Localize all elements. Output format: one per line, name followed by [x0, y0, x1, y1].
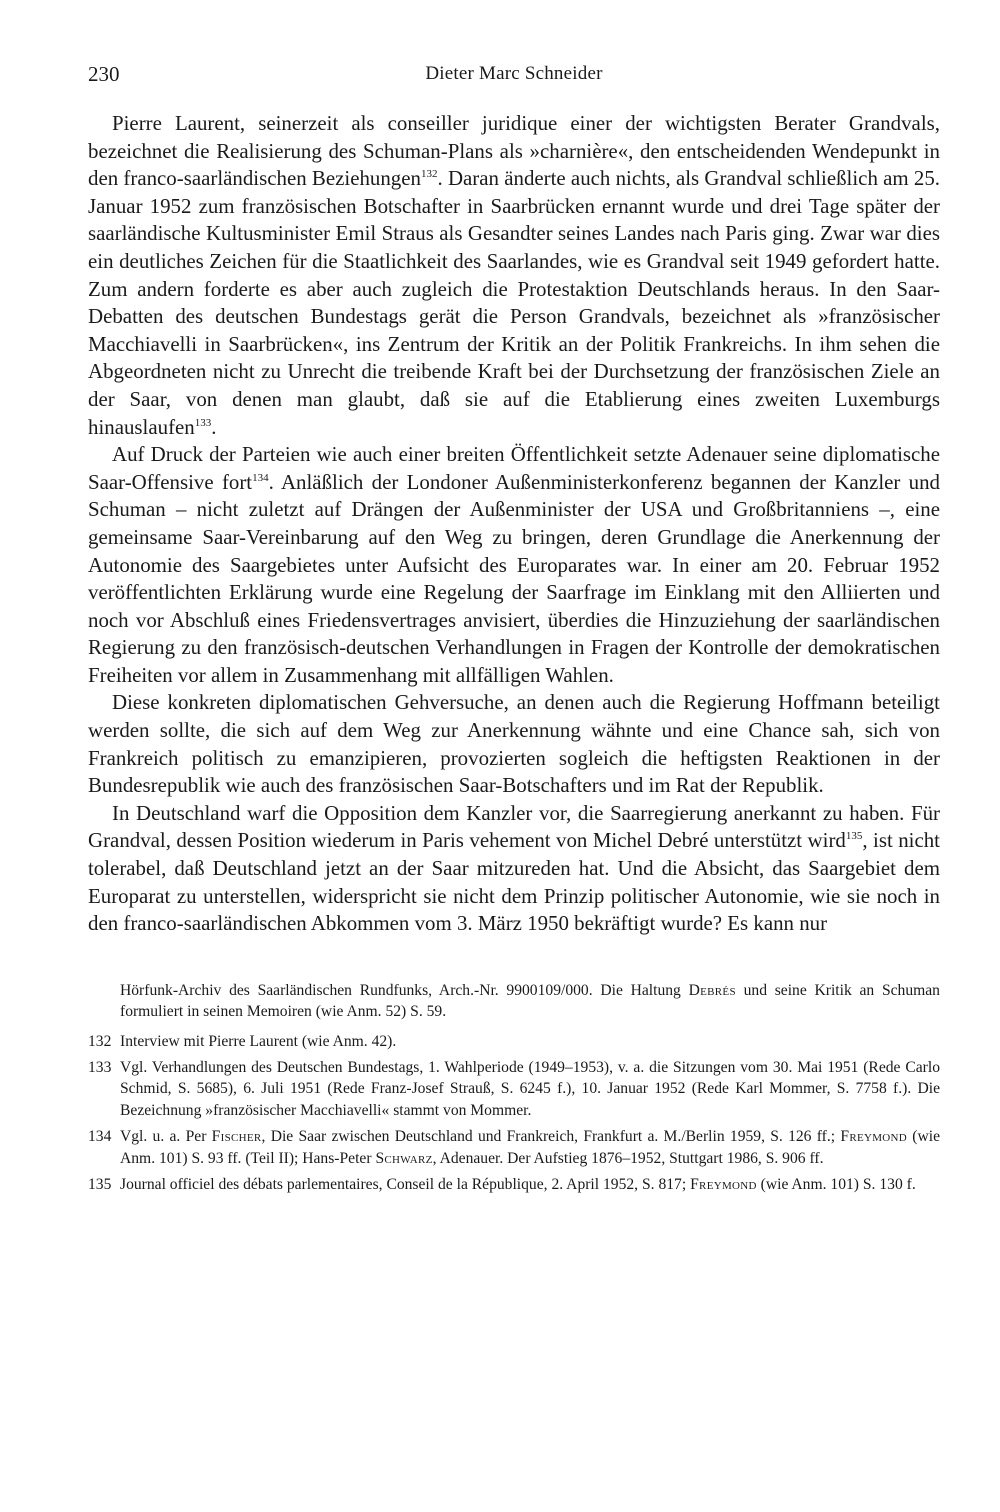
footnote-reference: 133	[194, 416, 212, 429]
footnote-number: 133	[88, 1059, 112, 1077]
text-run: In Deutschland warf die Opposition dem Kanzler vor, die Saarregierung anerkannt zu haben. Für Grandval, dessen Position wiederum in Paris vehement von Michel Debré unterstützt wird	[88, 800, 940, 853]
footnote-text	[120, 1128, 940, 1166]
text-run: . Daran änderte auch nichts, als Grandval schließlich am 25. Januar 1952 zum französischen Botschafter in Saarbrücken ernannt wurde und drei Tage später der saarländische Kultusminister Emil Straus als Gesandter seines Landes nach Paris ging. Zwar war dies ein deutliches Zeichen für die Staatlichkeit des Saarlandes, wie es Grandval seit 1949 gefordert hatte. Zum andern forderte es aber auch zugleich die Protestaktion Deutschlands heraus. In den Saar-Debatten des deutschen Bundestags gerät die Person Grandvals, bezeichnet als »französischer Macchiavelli in Saarbrücken«, ins Zentrum der Kritik an der Politik Frankreichs. In ihm sehen die Abgeordneten nicht zu Unrecht die treibende Kraft bei der Durchsetzung der französischen Ziele an der Saar, von denen man glaubt, daß sie auf die Etablierung eines zweiten Luxemburgs hinauslaufen	[88, 166, 941, 439]
author-name: Debrés	[688, 981, 736, 999]
text-run: und seine Kritik an Schuman formuliert in seinen Memoiren (wie Anm. 52) S. 59.	[120, 981, 940, 1021]
author-name: Fischer	[211, 1128, 262, 1146]
footnote-reference: 134	[252, 471, 269, 484]
footnote-number: 134	[88, 1128, 112, 1146]
footnote-133	[88, 1057, 940, 1121]
footnote-text	[120, 1059, 940, 1119]
paragraph	[88, 441, 940, 689]
footnote-reference: 135	[845, 830, 863, 843]
page-number: 230	[88, 62, 120, 86]
author-name: Freymond	[690, 1176, 757, 1194]
paragraph	[88, 800, 940, 938]
book-page	[88, 58, 940, 1200]
paragraph	[88, 110, 940, 441]
text-run: (wie Anm. 101) S. 93 ff. (Teil II); Hans-Peter	[120, 1128, 941, 1167]
text-run: Auf Druck der Parteien wie auch einer breiten Öffentlichkeit setzte Adenauer seine diplomatische Saar-Offensive fort	[88, 442, 940, 494]
body-text	[88, 110, 940, 938]
text-run: Interview mit Pierre Laurent (wie Anm. 42).	[120, 1032, 397, 1050]
text-run: .	[211, 414, 217, 439]
text-run: , Die Saar zwischen Deutschland und Frankreich, Frankfurt a. M./Berlin 1959, S. 126 ff.;	[261, 1128, 841, 1146]
text-run: Hörfunk-Archiv des Saarländischen Rundfunks, Arch.-Nr. 9900109/000. Die Haltung	[120, 981, 689, 999]
running-title: Dieter Marc Schneider	[425, 63, 603, 84]
footnote-text	[120, 1033, 396, 1050]
author-name: Schwarz	[375, 1149, 433, 1167]
author-name: Freymond	[840, 1128, 908, 1146]
text-run: Vgl. u. a. Per	[120, 1128, 212, 1146]
text-run: Pierre Laurent, seinerzeit als conseiller juridique einer der wichtigsten Berater Grandvals, bezeichnet die Realisierung des Schuman-Plans als »charnière«, den entscheidenden Wendepunkt in den franco-saarländischen Beziehungen	[88, 111, 940, 191]
footnote-number: 132	[88, 1032, 112, 1050]
footnote-number: 135	[88, 1176, 112, 1194]
text-run: Vgl. Verhandlungen des Deutschen Bundestags, 1. Wahlperiode (1949–1953), v. a. die Sitzungen vom 30. Mai 1951 (Rede Carlo Schmid, S. 5685), 6. Juli 1951 (Rede Franz-Josef Strauß, S. 6245 f.), 10. Januar 1952 (Rede Karl Mommer, S. 7758 f.). Die Bezeichnung »französischer Macchiavelli« stammt von Mommer.	[120, 1059, 940, 1119]
footnotes	[88, 980, 940, 1196]
footnote-text	[120, 1176, 916, 1193]
text-run: , ist nicht tolerabel, daß Deutschland jetzt an der Saar mitzureden hat. Und die Absicht, das Saargebiet dem Europarat zu unterstellen, widerspricht sie nicht dem Prinzip politischer Autonomie, wie sie noch in den franco-saarländischen Abkommen vom 3. März 1950 bekräftigt wurde? Es kann nur	[88, 828, 940, 936]
footnote-continuation	[88, 980, 940, 1023]
footnote-132	[88, 1031, 940, 1052]
paragraph	[88, 689, 940, 799]
footnote-134	[88, 1126, 940, 1169]
text-run: Diese konkreten diplomatischen Gehversuche, an denen auch die Regierung Hoffmann beteiligt werden sollte, die sich auf dem Weg zur Anerkennung wähnte und eine Chance sah, sich von Frankreich politisch zu emanzipieren, provozierten sogleich die heftigsten Reaktionen in der Bundesrepublik wie auch des französischen Saar-Botschafters und im Rat der Republik.	[88, 690, 940, 798]
footnote-text	[120, 982, 940, 1020]
footnote-135	[88, 1174, 940, 1195]
text-run: (wie Anm. 101) S. 130 f.	[756, 1176, 916, 1194]
footnote-reference: 132	[420, 168, 438, 181]
text-run: Journal officiel des débats parlementaires, Conseil de la République, 2. April 1952, S. 817;	[120, 1176, 691, 1194]
text-run: . Anläßlich der Londoner Außenministerkonferenz begannen der Kanzler und Schuman – nicht zuletzt auf Drängen der Außenminister der USA und Großbritanniens –, eine gemeinsame Saar-Vereinbarung auf den Weg zu bringen, deren Grundlage die Anerkennung der Autonomie des Saargebietes unter Aufsicht des Europarates war. In einer am 20. Februar 1952 veröffentlichten Erklärung wurde eine Regelung der Saarfrage im Einklang mit den Alliierten und noch vor Abschluß eines Friedensvertrages anvisiert, überdies die Hinzuziehung der saarländischen Regierung zu den französisch-deutschen Verhandlungen in Fragen der Kontrolle der demokratischen Freiheiten vor allem in Zusammenhang mit allfälligen Wahlen.	[88, 469, 940, 687]
text-run: , Adenauer. Der Aufstieg 1876–1952, Stuttgart 1986, S. 906 ff.	[432, 1149, 824, 1167]
running-head	[88, 58, 940, 90]
